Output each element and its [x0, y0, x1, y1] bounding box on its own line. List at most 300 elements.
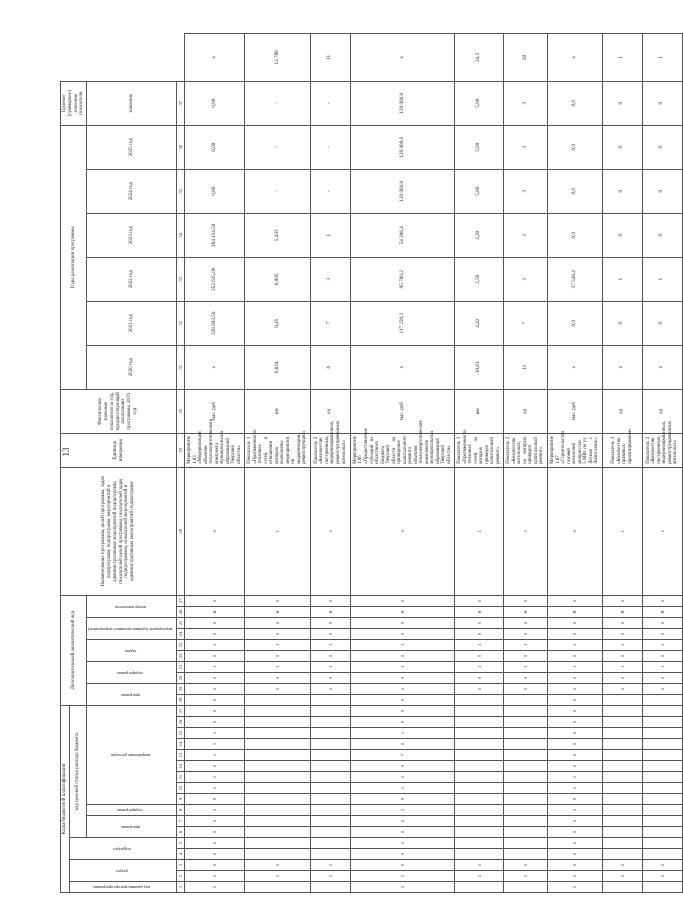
code-cell: 0 [350, 739, 454, 750]
column-number-cell: 4 [177, 849, 185, 860]
year-value-cell: 0 [602, 213, 642, 257]
code-cell: 1 [185, 750, 245, 761]
code-cell: 2 [642, 871, 682, 882]
code-cell [602, 794, 642, 805]
code-cell [245, 728, 311, 739]
year-value-cell: 3 [310, 257, 350, 301]
code-cell [245, 794, 311, 805]
code-cell [455, 694, 504, 705]
code-cell [455, 739, 504, 750]
code-cell: 2 [504, 871, 548, 882]
base-value-cell: х [547, 345, 602, 389]
code-cell: 2 [185, 816, 245, 827]
year-value-cell: - [310, 125, 350, 169]
code-cell [455, 705, 504, 716]
year-value-cell: - [245, 125, 311, 169]
target-value-header: значение [87, 81, 177, 125]
code-cell: 0 [350, 617, 454, 628]
column-number-cell: 28 [177, 467, 185, 595]
target-value-cell: 1 [642, 34, 682, 82]
code-cell [455, 849, 504, 860]
year-value-cell: - [245, 169, 311, 213]
code-cell: 2 [455, 871, 504, 882]
column-number-cell: 13 [177, 750, 185, 761]
code-cell: Н [350, 606, 454, 617]
code-cell: 2 [642, 467, 682, 595]
target-value-cell: 20 [504, 34, 548, 82]
unit-cell: тыс. руб [547, 389, 602, 433]
column-number-cell: 14 [177, 739, 185, 750]
year-value-cell: 0,0 [547, 213, 602, 257]
row-name-cell: Показатель 2 «Количество построенных, модернизированных, реконструированных котельных» [642, 433, 682, 467]
page-number: 13 [61, 447, 71, 457]
year-value-cell: 5,00 [455, 81, 504, 125]
base-value-cell: 6 [310, 345, 350, 389]
code-cell: 0 [504, 617, 548, 628]
code-cell: 5 [504, 683, 548, 694]
code-cell [455, 783, 504, 794]
code-cell [455, 761, 504, 772]
add-task-header: задача [87, 639, 177, 661]
column-number-cell: 31 [177, 345, 185, 389]
code-cell: 0 [350, 827, 454, 838]
code-cell [310, 705, 350, 716]
column-number-cell: 36 [177, 125, 185, 169]
row-name-cell: Мероприятие 1.03 «Модернизация объектов теплоэнергетического комплекса муниципальных образований Тверской области» [185, 433, 245, 467]
code-cell: 0 [547, 750, 602, 761]
code-cell: В [547, 606, 602, 617]
unit-cell: ед [602, 389, 642, 433]
row-name-cell: Показатель 2 «Количество построенных, модернизированных, реконструированных котельных» [310, 433, 350, 467]
year-value-cell: 54 396,4 [350, 213, 454, 257]
code-cell: 0 [185, 595, 245, 606]
target-value-cell: х [185, 34, 245, 82]
code-cell: 1 [547, 772, 602, 783]
code-cell [504, 750, 548, 761]
program-indicators-table [60, 33, 683, 893]
unit-cell: ед [310, 389, 350, 433]
year-value-cell: 6,905 [245, 257, 311, 301]
code-cell: 0 [310, 595, 350, 606]
year-value-cell: 0 [642, 213, 682, 257]
column-number-cell: 26 [177, 606, 185, 617]
code-cell [642, 783, 682, 794]
unit-cell: ед [504, 389, 548, 433]
target-value-cell: 12,788 [245, 34, 311, 82]
code-cell: 0 [602, 595, 642, 606]
table-row [547, 34, 602, 893]
code-cell [602, 772, 642, 783]
target-value-cell: 24,2 [455, 34, 504, 82]
table-row [350, 34, 454, 893]
code-cell: 1 [245, 467, 311, 595]
year-value-cell: 0 [642, 301, 682, 345]
code-cell: 0 [547, 628, 602, 639]
year-value-cell: 252 615,00 [185, 257, 245, 301]
column-number-cell: 8 [177, 805, 185, 816]
column-number-cell: 20 [177, 672, 185, 683]
code-cell: Н [455, 606, 504, 617]
code-cell: 1 [185, 772, 245, 783]
name-header: Наименование программы, целей программы, задач подпрограмм, подпрограмм, мероприятий и административных мероприятий подпрограмм, показателей целей программы, показателей задач подпрограммы, показателей мероприятий и административных мероприятий подпрограмм [61, 467, 177, 595]
code-cell [245, 882, 311, 893]
year-value-cell: 120 000,0 [350, 125, 454, 169]
code-cell: 2 [185, 882, 245, 893]
code-cell: 1 [547, 783, 602, 794]
code-cell: 0 [185, 628, 245, 639]
year-header-2025: 2025 год [87, 125, 177, 169]
code-cell: 0 [504, 650, 548, 661]
code-cell [245, 717, 311, 728]
code-cell: 0 [310, 672, 350, 683]
code-cell: 0 [245, 595, 311, 606]
code-cell [245, 816, 311, 827]
code-cell [310, 750, 350, 761]
code-cell [642, 805, 682, 816]
code-cell [642, 739, 682, 750]
table-row [455, 34, 504, 893]
year-value-cell: 120 000,0 [350, 81, 454, 125]
table-row [602, 34, 642, 893]
code-cell [602, 750, 642, 761]
code-cell [504, 772, 548, 783]
code-cell [504, 794, 548, 805]
year-value-cell: 7 [310, 301, 350, 345]
budget-codes-header: Коды бюджетной классификации [61, 705, 70, 892]
code-cell [310, 882, 350, 893]
year-value-cell: 0,0 [547, 81, 602, 125]
year-value-cell: 0 [642, 81, 682, 125]
year-value-cell: 95 780,2 [350, 257, 454, 301]
code-cell [642, 882, 682, 893]
year-header-2022: 2022 год [87, 257, 177, 301]
target-value-cell: х [547, 34, 602, 82]
unit-cell: км [245, 389, 311, 433]
code-cell [455, 805, 504, 816]
code-cell: 1 [350, 728, 454, 739]
column-number-cell: 22 [177, 650, 185, 661]
code-cell: 0 [310, 650, 350, 661]
code-cell: 5 [350, 838, 454, 849]
year-value-cell: 2,20 [455, 213, 504, 257]
code-cell: 1 [455, 661, 504, 672]
code-cell: 0 [455, 650, 504, 661]
column-number-cell: 7 [177, 816, 185, 827]
year-header-2023: 2023 год [87, 213, 177, 257]
code-cell [602, 783, 642, 794]
year-value-cell: 0,00 [185, 125, 245, 169]
code-cell [642, 849, 682, 860]
code-cell: 5 [642, 683, 682, 694]
code-cell: 2 [350, 882, 454, 893]
code-cell: К [310, 606, 350, 617]
column-number-cell: 27 [177, 595, 185, 606]
base-value-cell: х [602, 345, 642, 389]
code-cell: 5 [245, 860, 311, 871]
code-cell: 2 [245, 871, 311, 882]
code-cell [245, 694, 311, 705]
code-cell: 1 [185, 739, 245, 750]
code-cell: 0 [455, 595, 504, 606]
year-value-cell: 5,433 [245, 213, 311, 257]
row-name-cell: Показатель 1 «Протяженность тепловых сетей, на которых проведен капитальный ремонт» [455, 433, 504, 467]
code-cell [245, 705, 311, 716]
base-value-cell: 10,61 [455, 345, 504, 389]
code-cell [642, 838, 682, 849]
code-cell: 0 [547, 849, 602, 860]
code-cell: 0 [504, 628, 548, 639]
code-cell: 9 [350, 794, 454, 805]
code-cell: 0 [602, 650, 642, 661]
code-cell [310, 827, 350, 838]
year-value-cell: 1 [310, 213, 350, 257]
code-cell: 2 [547, 882, 602, 893]
row-name-cell: Показатель 2 «Количество котельных, на которых проведен капитальный ремонт» [504, 433, 548, 467]
code-cell: 0 [504, 672, 548, 683]
code-cell: 0 [350, 650, 454, 661]
column-number-cell: 30 [177, 389, 185, 433]
column-number-cell: 5 [177, 838, 185, 849]
column-number-cell: 37 [177, 81, 185, 125]
code-cell: 2 [547, 816, 602, 827]
code-cell [310, 849, 350, 860]
code-cell: 0 [547, 617, 602, 628]
code-cell: 0 [350, 672, 454, 683]
code-cell [310, 838, 350, 849]
code-cell: 1 [350, 772, 454, 783]
code-cell [245, 739, 311, 750]
subprogram-code-header: подпрограмма [87, 805, 177, 816]
code-cell [602, 805, 642, 816]
year-value-cell: 0 [642, 125, 682, 169]
code-cell: 7 [350, 750, 454, 761]
code-cell: 0 [455, 628, 504, 639]
code-cell [245, 761, 311, 772]
year-value-cell: 2,50 [455, 257, 504, 301]
code-cell: 0 [185, 672, 245, 683]
year-header-2024: 2024 год [87, 169, 177, 213]
code-cell [642, 728, 682, 739]
column-number-cell: 1 [177, 882, 185, 893]
code-cell: 0 [185, 650, 245, 661]
years-group-header: Годы реализации программы [61, 125, 87, 389]
column-number-cell: 33 [177, 257, 185, 301]
code-cell [504, 728, 548, 739]
code-cell: 2 [602, 860, 642, 871]
year-value-cell: 0,0 [547, 301, 602, 345]
code-cell: В [602, 606, 642, 617]
code-cell: 0 [350, 849, 454, 860]
code-cell: 1 [185, 661, 245, 672]
code-cell [642, 816, 682, 827]
code-cell [504, 827, 548, 838]
row-name-cell: Мероприятие 1.07 «Строительство газовой котельной мощностью 5 МВт по ул. Лесная г. Лихославль» [547, 433, 602, 467]
code-cell [642, 705, 682, 716]
code-cell: 2 [310, 871, 350, 882]
code-cell: 0 [185, 761, 245, 772]
code-cell: 0 [602, 628, 642, 639]
base-value-cell: 11 [504, 345, 548, 389]
year-value-cell: 0,0 [547, 169, 602, 213]
column-number-cell: 35 [177, 169, 185, 213]
code-cell [602, 728, 642, 739]
code-cell [245, 783, 311, 794]
code-cell [310, 783, 350, 794]
code-cell: 5 [185, 871, 245, 882]
year-value-cell: 0 [602, 301, 642, 345]
program-table-sheet [60, 33, 679, 893]
code-cell: 5 [310, 860, 350, 871]
unit-cell: км [455, 389, 504, 433]
code-cell: 1 [642, 661, 682, 672]
code-cell: 5 [547, 683, 602, 694]
code-cell: 0 [350, 628, 454, 639]
year-value-cell: 2 [504, 257, 548, 301]
column-number-cell: 18 [177, 694, 185, 705]
code-cell [310, 739, 350, 750]
code-cell [602, 717, 642, 728]
code-cell: 0 [642, 628, 682, 639]
code-cell: 0 [185, 827, 245, 838]
code-cell: 0 [455, 617, 504, 628]
code-cell: 0 [185, 705, 245, 716]
year-value-cell: - [245, 81, 311, 125]
column-number-cell: 25 [177, 617, 185, 628]
code-cell: 1 [547, 661, 602, 672]
code-cell [642, 750, 682, 761]
code-cell: 1 [185, 783, 245, 794]
code-cell [642, 761, 682, 772]
base-value-cell: х [642, 345, 682, 389]
code-cell [504, 805, 548, 816]
code-cell: 2 [350, 816, 454, 827]
year-value-cell: 1 [602, 257, 642, 301]
section-code-header: раздел [69, 860, 176, 882]
base-value-cell: х [350, 345, 454, 389]
code-cell: 1 [310, 661, 350, 672]
column-number-cell: 11 [177, 772, 185, 783]
code-cell [602, 827, 642, 838]
code-cell: 0 [245, 628, 311, 639]
column-number-cell: 21 [177, 661, 185, 672]
add-subprogram-header: подпрограмма [87, 661, 177, 683]
year-value-cell: 4,42 [455, 301, 504, 345]
code-cell [602, 882, 642, 893]
additional-code-header: Дополнительный аналитический код [61, 595, 87, 705]
code-cell [455, 816, 504, 827]
code-cell: 1 [185, 639, 245, 650]
code-cell [455, 838, 504, 849]
add-event-header: мероприятие (административное мероприятие) [87, 617, 177, 639]
code-cell [310, 772, 350, 783]
year-value-cell: 3 [504, 169, 548, 213]
code-cell: 1 [504, 661, 548, 672]
code-cell: 1 [350, 639, 454, 650]
code-cell: 0 [245, 672, 311, 683]
code-cell: 0 [350, 595, 454, 606]
code-cell: 0 [350, 860, 454, 871]
code-cell: 0 [185, 849, 245, 860]
code-cell: 5 [455, 860, 504, 871]
code-cell: 5 [504, 860, 548, 871]
code-cell: 0 [547, 860, 602, 871]
code-cell: 3 [547, 805, 602, 816]
column-number-cell: 17 [177, 705, 185, 716]
code-cell: 5 [455, 683, 504, 694]
code-cell: 0 [350, 761, 454, 772]
year-value-cell: 0,0 [547, 125, 602, 169]
code-cell: 5 [350, 683, 454, 694]
code-cell: 0 [547, 739, 602, 750]
code-cell: 1 [245, 661, 311, 672]
code-cell: 5 [245, 683, 311, 694]
code-cell [455, 794, 504, 805]
column-number-cell: 24 [177, 628, 185, 639]
code-cell: 1 [642, 639, 682, 650]
column-numbers-row [177, 34, 185, 893]
code-cell: 0 [547, 650, 602, 661]
unit-cell: тыс. руб [350, 389, 454, 433]
code-cell: 5 [547, 838, 602, 849]
code-cell: 0 [350, 717, 454, 728]
code-cell: 0 [642, 595, 682, 606]
code-cell [455, 772, 504, 783]
code-cell [504, 717, 548, 728]
code-cell: 0 [547, 672, 602, 683]
code-cell [310, 805, 350, 816]
admin-code-header: код администратора программы [69, 882, 176, 893]
code-cell: 0 [504, 595, 548, 606]
code-cell: 0 [310, 617, 350, 628]
year-value-cell: 120 000,0 [350, 169, 454, 213]
code-cell: 0 [185, 617, 245, 628]
code-cell [504, 783, 548, 794]
code-cell: 0 [310, 628, 350, 639]
code-cell: 0 [547, 705, 602, 716]
year-header-2020: 2020 год [87, 345, 177, 389]
code-cell: 0 [547, 717, 602, 728]
code-cell: 0 [547, 595, 602, 606]
column-number-cell: 9 [177, 794, 185, 805]
year-value-cell: - [310, 169, 350, 213]
subsection-code-header: подраздел [69, 838, 176, 860]
code-cell: 0 [642, 650, 682, 661]
code-cell: К [245, 606, 311, 617]
code-cell: 0 [350, 694, 454, 705]
code-cell: 0 [642, 617, 682, 628]
code-cell [504, 849, 548, 860]
code-cell: 9 [185, 794, 245, 805]
column-number-cell: 10 [177, 783, 185, 794]
column-number-cell: 34 [177, 213, 185, 257]
code-cell: 1 [504, 639, 548, 650]
code-cell: 0 [547, 761, 602, 772]
unit-cell: тыс. руб [185, 389, 245, 433]
code-cell [642, 827, 682, 838]
year-value-cell: 3 [504, 81, 548, 125]
year-value-cell: 117 220,3 [350, 301, 454, 345]
code-cell: 1 [350, 783, 454, 794]
code-cell [310, 728, 350, 739]
code-cell: 1 [602, 661, 642, 672]
code-cell: В [642, 606, 682, 617]
code-cell: 0 [350, 705, 454, 716]
code-cell: 0 [547, 827, 602, 838]
program-code-header: программа [87, 816, 177, 838]
code-cell [642, 717, 682, 728]
base-value-cell: 6,824 [245, 345, 311, 389]
code-cell [642, 772, 682, 783]
